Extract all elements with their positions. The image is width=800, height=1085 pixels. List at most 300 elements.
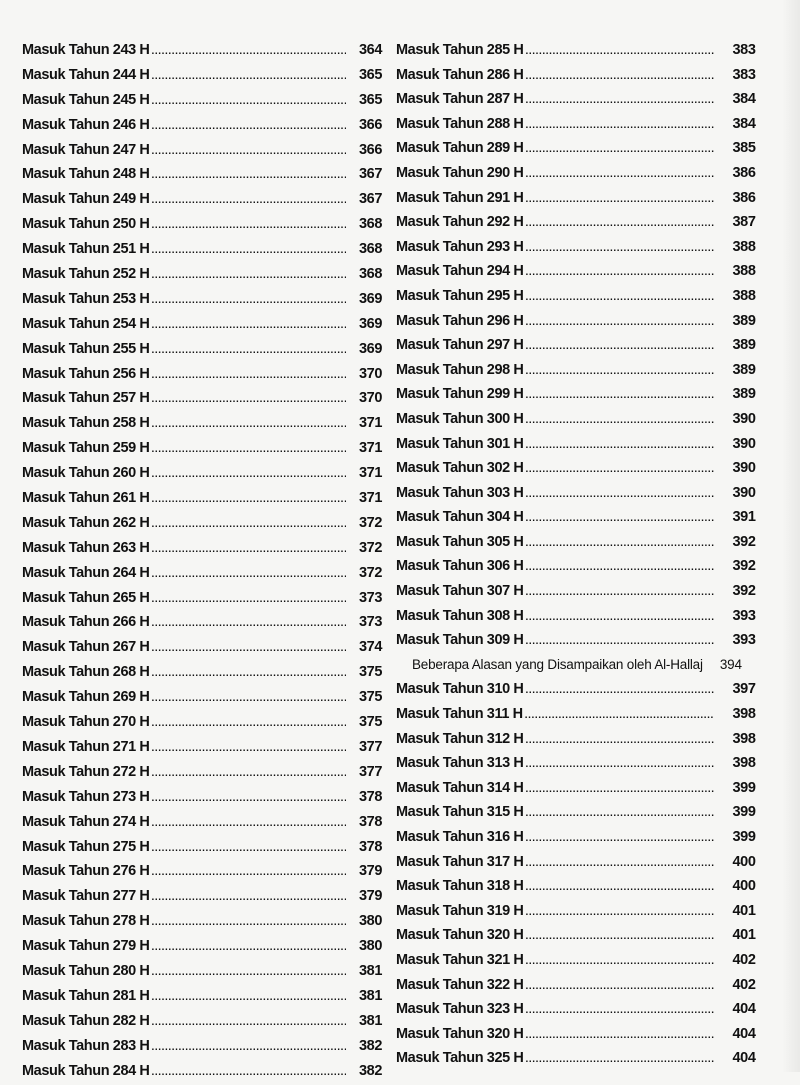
dot-leader xyxy=(152,861,347,886)
toc-entry xyxy=(22,63,382,88)
toc-entry xyxy=(22,660,382,685)
toc-entry-label: Masuk Tahun 249 H xyxy=(22,191,150,208)
dot-leader xyxy=(152,239,347,264)
toc-entry-label: Masuk Tahun 279 H xyxy=(22,938,150,955)
dot-leader xyxy=(152,513,347,538)
toc-entry xyxy=(396,1046,768,1071)
toc-entry xyxy=(22,536,382,561)
toc-entry-label: Masuk Tahun 287 H xyxy=(396,91,524,108)
dot-leader xyxy=(526,729,715,754)
toc-entry-label: Masuk Tahun 300 H xyxy=(396,410,524,427)
toc-entry-label: Masuk Tahun 280 H xyxy=(22,962,150,979)
toc-page-number: 393 xyxy=(732,607,756,624)
toc-entry-label: Masuk Tahun 286 H xyxy=(396,66,524,83)
toc-entry-label: Masuk Tahun 295 H xyxy=(396,287,524,304)
toc-entry-label: Masuk Tahun 325 H xyxy=(396,1050,524,1067)
toc-page-number: 384 xyxy=(732,115,756,132)
toc-entry-label: Masuk Tahun 314 H xyxy=(396,779,524,796)
toc-entry xyxy=(22,38,382,63)
dot-leader xyxy=(152,214,347,239)
dot-leader xyxy=(526,384,715,409)
toc-page-number: 369 xyxy=(359,290,382,307)
dot-leader xyxy=(152,936,347,961)
toc-page-number: 378 xyxy=(359,838,382,855)
dot-leader xyxy=(526,335,715,360)
toc-entry xyxy=(396,530,768,555)
toc-page-number: 370 xyxy=(359,390,382,407)
toc-entry xyxy=(22,237,382,262)
dot-leader xyxy=(526,507,715,532)
toc-page-number: 390 xyxy=(732,484,756,501)
toc-entry-label: Masuk Tahun 296 H xyxy=(396,312,524,329)
toc-entry-label: Masuk Tahun 316 H xyxy=(396,829,524,845)
dot-leader xyxy=(152,961,347,986)
toc-page-number: 388 xyxy=(732,263,756,280)
toc-entry xyxy=(22,735,382,760)
toc-page-number: 371 xyxy=(359,465,382,482)
toc-entry-label: Masuk Tahun 302 H xyxy=(396,460,524,477)
toc-page-number: 368 xyxy=(359,241,382,258)
toc-entry xyxy=(22,386,382,411)
dot-leader xyxy=(526,360,715,385)
toc-entry-label: Masuk Tahun 247 H xyxy=(22,141,150,158)
toc-page-number: 389 xyxy=(732,361,756,378)
dot-leader xyxy=(152,115,347,140)
toc-entry xyxy=(396,382,768,407)
toc-entry xyxy=(22,212,382,237)
toc-page-number: 398 xyxy=(732,755,756,772)
toc-entry xyxy=(22,461,382,486)
toc-entry xyxy=(396,481,768,506)
toc-entry xyxy=(22,785,382,810)
dot-leader xyxy=(526,114,715,139)
dot-leader xyxy=(526,630,715,655)
toc-entry-label: Masuk Tahun 268 H xyxy=(22,664,150,681)
dot-leader xyxy=(526,753,715,778)
dot-leader xyxy=(526,138,715,163)
toc-entry-label: Masuk Tahun 254 H xyxy=(22,315,150,332)
toc-entry xyxy=(22,909,382,934)
toc-entry xyxy=(396,997,768,1022)
toc-page-number: 388 xyxy=(732,287,756,304)
toc-entry-label: Masuk Tahun 307 H xyxy=(396,583,524,600)
toc-page-number: 401 xyxy=(732,927,756,944)
dot-leader xyxy=(526,65,715,90)
toc-page-number: 381 xyxy=(359,987,382,1004)
toc-entry xyxy=(22,138,382,163)
dot-leader xyxy=(526,483,715,508)
toc-page-number: 400 xyxy=(732,853,756,870)
toc-entry-label: Masuk Tahun 305 H xyxy=(396,533,524,550)
toc-entry-label: Masuk Tahun 320 H xyxy=(396,1025,524,1042)
dot-leader xyxy=(152,886,347,911)
toc-entry-label: Masuk Tahun 260 H xyxy=(22,465,150,482)
dot-leader xyxy=(152,289,347,314)
toc-page-number: 386 xyxy=(732,164,756,181)
toc-entry-label: Masuk Tahun 292 H xyxy=(396,214,524,231)
toc-entry xyxy=(22,859,382,884)
toc-entry xyxy=(396,727,768,752)
dot-leader xyxy=(152,364,347,389)
toc-entry xyxy=(396,677,768,702)
toc-entry xyxy=(396,432,768,457)
toc-page-number: 392 xyxy=(732,533,756,550)
toc-entry xyxy=(396,899,768,924)
toc-page-number: 378 xyxy=(359,813,382,830)
dot-leader xyxy=(526,802,715,827)
toc-entry xyxy=(396,554,768,579)
toc-entry xyxy=(22,1034,382,1059)
toc-entry-label: Masuk Tahun 250 H xyxy=(22,216,150,233)
toc-entry xyxy=(396,702,768,727)
toc-entry-label: Masuk Tahun 283 H xyxy=(22,1037,150,1054)
toc-entry xyxy=(396,505,768,530)
dot-leader xyxy=(526,434,715,459)
toc-left-column xyxy=(22,38,382,1083)
toc-entry xyxy=(396,776,768,801)
toc-page-number: 365 xyxy=(359,66,382,83)
toc-page-number: 377 xyxy=(359,763,382,780)
toc-page-number: 369 xyxy=(359,315,382,332)
toc-page-number: 400 xyxy=(732,878,756,895)
toc-entry-label: Masuk Tahun 299 H xyxy=(396,386,524,403)
dot-leader xyxy=(152,712,347,737)
toc-page-number: 380 xyxy=(359,938,382,955)
toc-entry xyxy=(22,436,382,461)
toc-page-number: 372 xyxy=(359,539,382,556)
toc-page-number: 370 xyxy=(359,365,382,382)
toc-page-number: 390 xyxy=(732,435,756,452)
dot-leader xyxy=(152,1011,347,1036)
toc-entry-label: Masuk Tahun 259 H xyxy=(22,440,150,457)
toc-entry-label: Masuk Tahun 319 H xyxy=(396,902,524,919)
page-edge-shadow xyxy=(782,0,800,1072)
toc-entry-label: Masuk Tahun 264 H xyxy=(22,564,150,581)
toc-entry-label: Masuk Tahun 263 H xyxy=(22,539,150,556)
toc-entry-label: Masuk Tahun 253 H xyxy=(22,290,150,307)
toc-entry-label: Masuk Tahun 269 H xyxy=(22,689,150,706)
toc-page-number: 366 xyxy=(359,116,382,133)
toc-entry xyxy=(22,959,382,984)
toc-entry-label: Masuk Tahun 246 H xyxy=(22,116,150,133)
toc-page-number: 383 xyxy=(732,66,756,83)
toc-entry xyxy=(22,1009,382,1034)
toc-entry xyxy=(396,186,768,211)
dot-leader xyxy=(526,950,715,975)
toc-entry-label: Masuk Tahun 290 H xyxy=(396,164,524,181)
dot-leader xyxy=(526,1024,715,1049)
dot-leader xyxy=(526,89,715,114)
toc-entry xyxy=(396,407,768,432)
toc-entry xyxy=(396,800,768,825)
toc-page-number: 402 xyxy=(732,976,756,993)
toc-entry xyxy=(22,511,382,536)
dot-leader xyxy=(152,563,347,588)
toc-page-number: 401 xyxy=(732,902,756,919)
toc-entry xyxy=(22,586,382,611)
toc-page-number: 373 xyxy=(359,614,382,631)
dot-leader xyxy=(152,911,347,936)
toc-entry xyxy=(22,362,382,387)
toc-entry-label: Masuk Tahun 243 H xyxy=(22,42,150,58)
toc-entry-label: Masuk Tahun 317 H xyxy=(396,853,524,870)
dot-leader xyxy=(152,189,347,214)
toc-entry xyxy=(22,561,382,586)
dot-leader xyxy=(526,261,715,286)
toc-page-number: 399 xyxy=(732,779,756,796)
toc-entry-label: Beberapa Alasan yang Disampaikan oleh Al-Hallaj xyxy=(412,656,703,672)
toc-entry-label: Masuk Tahun 297 H xyxy=(396,337,524,354)
toc-entry-label: Masuk Tahun 303 H xyxy=(396,484,524,501)
toc-entry xyxy=(22,88,382,113)
toc-page-number: 388 xyxy=(732,238,756,255)
dot-leader xyxy=(526,212,715,237)
toc-entry xyxy=(396,38,768,63)
toc-entry-label: Masuk Tahun 291 H xyxy=(396,189,524,206)
toc-entry xyxy=(396,628,768,653)
toc-entry-label: Masuk Tahun 273 H xyxy=(22,788,150,805)
toc-entry-label: Masuk Tahun 304 H xyxy=(396,509,524,526)
toc-entry xyxy=(396,235,768,260)
toc-entry xyxy=(22,884,382,909)
toc-page-number: 379 xyxy=(359,863,382,880)
toc-entry-label: Masuk Tahun 267 H xyxy=(22,639,150,656)
dot-leader xyxy=(152,812,347,837)
toc-page-number: 404 xyxy=(732,1050,756,1067)
dot-leader xyxy=(152,413,347,438)
toc-page-number: 386 xyxy=(732,189,756,206)
toc-entry-label: Masuk Tahun 298 H xyxy=(396,361,524,378)
toc-entry xyxy=(22,287,382,312)
dot-leader xyxy=(152,40,347,65)
toc-page-number: 381 xyxy=(359,1012,382,1029)
toc-entry-label: Masuk Tahun 265 H xyxy=(22,589,150,606)
toc-entry-label: Masuk Tahun 285 H xyxy=(396,42,524,58)
toc-page-number: 367 xyxy=(359,191,382,208)
toc-entry xyxy=(396,604,768,629)
toc-entry xyxy=(396,579,768,604)
dot-leader xyxy=(526,679,715,704)
dot-leader xyxy=(152,588,347,613)
toc-entry xyxy=(22,610,382,635)
toc-page-number: 375 xyxy=(359,689,382,706)
toc-page-number: 398 xyxy=(732,706,756,723)
toc-page-number: 372 xyxy=(359,514,382,531)
toc-page-number: 368 xyxy=(359,266,382,283)
toc-entry xyxy=(22,635,382,660)
toc-entry-label: Masuk Tahun 281 H xyxy=(22,987,150,1004)
dot-leader xyxy=(152,837,347,862)
dot-leader xyxy=(526,188,715,213)
dot-leader xyxy=(152,986,347,1011)
toc-entry-label: Masuk Tahun 256 H xyxy=(22,365,150,382)
toc-entry-label: Masuk Tahun 262 H xyxy=(22,514,150,531)
toc-page-number: 404 xyxy=(732,1001,756,1018)
toc-page-number: 389 xyxy=(732,386,756,403)
toc-entry-label: Masuk Tahun 310 H xyxy=(396,681,524,698)
toc-entry xyxy=(22,810,382,835)
toc-page-number: 371 xyxy=(359,440,382,457)
dot-leader xyxy=(152,1036,347,1061)
toc-entry xyxy=(396,456,768,481)
dot-leader xyxy=(152,65,347,90)
dot-leader xyxy=(526,286,715,311)
toc-entry xyxy=(396,112,768,137)
toc-entry xyxy=(22,685,382,710)
toc-page-number: 387 xyxy=(732,214,756,231)
toc-entry-label: Masuk Tahun 322 H xyxy=(396,976,524,993)
toc-page-number: 392 xyxy=(732,583,756,600)
toc-entry-label: Masuk Tahun 252 H xyxy=(22,266,150,283)
toc-page-number: 371 xyxy=(359,490,382,507)
toc-entry-label: Masuk Tahun 277 H xyxy=(22,888,150,905)
toc-entry xyxy=(22,835,382,860)
toc-page-number: 372 xyxy=(359,564,382,581)
dot-leader xyxy=(526,999,715,1024)
toc-entry xyxy=(396,358,768,383)
toc-entry xyxy=(396,309,768,334)
toc-entry xyxy=(396,136,768,161)
dot-leader xyxy=(152,762,347,787)
toc-entry-label: Masuk Tahun 294 H xyxy=(396,263,524,280)
toc-page-number: 367 xyxy=(359,166,382,183)
toc-page-number: 397 xyxy=(732,681,756,698)
dot-leader xyxy=(152,488,347,513)
toc-page-number: 402 xyxy=(732,951,756,968)
toc-entry xyxy=(22,262,382,287)
toc-page-number: 366 xyxy=(359,141,382,158)
toc-entry xyxy=(22,162,382,187)
toc-entry-label: Masuk Tahun 282 H xyxy=(22,1012,150,1029)
toc-entry-label: Masuk Tahun 306 H xyxy=(396,558,524,575)
toc-entry-label: Masuk Tahun 244 H xyxy=(22,66,150,83)
toc-entry-label: Masuk Tahun 301 H xyxy=(396,435,524,452)
toc-entry-label: Masuk Tahun 311 H xyxy=(396,706,523,723)
toc-subentry xyxy=(396,653,768,678)
dot-leader xyxy=(152,662,347,687)
dot-leader xyxy=(526,458,715,483)
dot-leader xyxy=(152,140,347,165)
toc-entry xyxy=(22,486,382,511)
toc-entry xyxy=(22,984,382,1009)
toc-entry-label: Masuk Tahun 257 H xyxy=(22,390,150,407)
toc-page-number: 404 xyxy=(732,1025,756,1042)
toc-page-number: 391 xyxy=(732,509,756,526)
dot-leader xyxy=(152,463,347,488)
dot-leader xyxy=(526,581,715,606)
dot-leader xyxy=(526,876,715,901)
toc-entry-label: Masuk Tahun 309 H xyxy=(396,632,524,649)
toc-page-number: 377 xyxy=(359,738,382,755)
toc-page-number: 394 xyxy=(719,656,742,672)
dot-leader xyxy=(526,40,715,65)
toc-entry-label: Masuk Tahun 318 H xyxy=(396,878,524,895)
dot-leader xyxy=(526,606,715,631)
toc-page-number: 389 xyxy=(732,337,756,354)
toc-entry-label: Masuk Tahun 266 H xyxy=(22,614,150,631)
dot-leader xyxy=(526,1048,715,1073)
dot-leader xyxy=(152,687,347,712)
toc-entry xyxy=(396,259,768,284)
toc-right-column xyxy=(396,38,768,1071)
toc-page-number: 375 xyxy=(359,664,382,681)
dot-leader xyxy=(152,438,347,463)
dot-leader xyxy=(526,311,715,336)
toc-page-number: 364 xyxy=(359,42,382,58)
toc-entry xyxy=(396,210,768,235)
dot-leader xyxy=(152,737,347,762)
toc-entry xyxy=(396,1022,768,1047)
toc-entry-label: Masuk Tahun 321 H xyxy=(396,951,524,968)
toc-entry-label: Masuk Tahun 258 H xyxy=(22,415,150,432)
toc-entry xyxy=(396,874,768,899)
toc-entry-label: Masuk Tahun 255 H xyxy=(22,340,150,357)
toc-page-number: 371 xyxy=(359,415,382,432)
toc-entry xyxy=(22,312,382,337)
toc-entry xyxy=(22,1059,382,1084)
toc-entry xyxy=(22,337,382,362)
dot-leader xyxy=(526,901,715,926)
toc-entry-label: Masuk Tahun 313 H xyxy=(396,755,524,772)
dot-leader xyxy=(152,264,347,289)
toc-entry xyxy=(22,934,382,959)
toc-entry-label: Masuk Tahun 251 H xyxy=(22,241,150,258)
toc-entry-label: Masuk Tahun 276 H xyxy=(22,863,150,880)
toc-entry xyxy=(396,284,768,309)
toc-page-number: 390 xyxy=(732,410,756,427)
toc-page-number: 390 xyxy=(732,460,756,477)
toc-page-number: 384 xyxy=(732,91,756,108)
toc-entry-label: Masuk Tahun 320 H xyxy=(396,927,524,944)
toc-page-number: 399 xyxy=(732,829,756,845)
toc-entry-label: Masuk Tahun 323 H xyxy=(396,1001,524,1018)
toc-entry-label: Masuk Tahun 288 H xyxy=(396,115,524,132)
toc-entry-label: Masuk Tahun 272 H xyxy=(22,763,150,780)
dot-leader xyxy=(152,90,347,115)
toc-page-number: 389 xyxy=(732,312,756,329)
toc-entry xyxy=(396,333,768,358)
dot-leader xyxy=(152,314,347,339)
toc-entry-label: Masuk Tahun 248 H xyxy=(22,166,150,183)
dot-leader xyxy=(152,787,347,812)
toc-entry-label: Masuk Tahun 270 H xyxy=(22,714,150,731)
dot-leader xyxy=(526,532,715,557)
toc-entry-label: Masuk Tahun 261 H xyxy=(22,490,150,507)
dot-leader xyxy=(526,975,715,1000)
toc-entry xyxy=(396,850,768,875)
dot-leader xyxy=(526,778,715,803)
toc-page-number: 375 xyxy=(359,714,382,731)
dot-leader xyxy=(152,637,347,662)
toc-page-number: 369 xyxy=(359,340,382,357)
toc-entry-label: Masuk Tahun 274 H xyxy=(22,813,150,830)
toc-entry xyxy=(22,411,382,436)
dot-leader xyxy=(152,538,347,563)
toc-page-number: 373 xyxy=(359,589,382,606)
dot-leader xyxy=(152,388,347,413)
toc-entry xyxy=(22,710,382,735)
toc-page-number: 382 xyxy=(359,1062,382,1079)
toc-entry-label: Masuk Tahun 293 H xyxy=(396,238,524,255)
toc-entry xyxy=(396,948,768,973)
toc-page-number: 368 xyxy=(359,216,382,233)
toc-page-number: 393 xyxy=(732,632,756,649)
toc-entry-label: Masuk Tahun 289 H xyxy=(396,140,524,157)
toc-entry xyxy=(396,923,768,948)
toc-entry xyxy=(396,87,768,112)
toc-page-number: 383 xyxy=(732,42,756,58)
toc-entry-label: Masuk Tahun 275 H xyxy=(22,838,150,855)
